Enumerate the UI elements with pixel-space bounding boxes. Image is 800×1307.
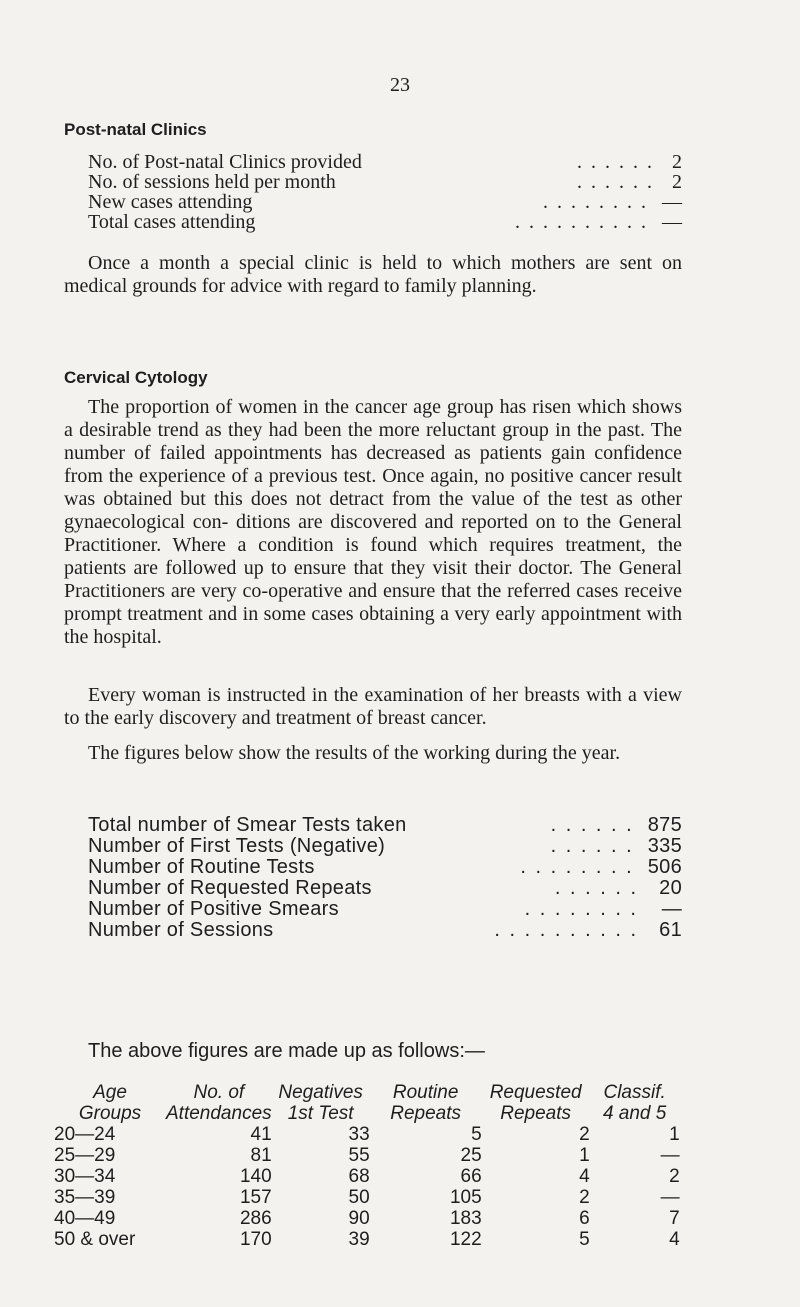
stat-label: No. of sessions held per month bbox=[88, 171, 336, 193]
table-cell: 30—34 bbox=[54, 1166, 116, 1187]
table-cell: — bbox=[660, 1187, 680, 1208]
leader-dots: . . . . . . . . bbox=[524, 899, 638, 920]
cervical-paragraph: Every woman is instructed in the examination of her breasts with a view to the early discovery and treatment of breast cancer. bbox=[64, 684, 682, 729]
smear-row bbox=[88, 836, 682, 857]
table-row bbox=[54, 1166, 680, 1187]
table-cell: 33 bbox=[348, 1124, 370, 1145]
stat-label: Total cases attending bbox=[88, 211, 256, 233]
table-cell: 90 bbox=[348, 1208, 370, 1229]
stat-label: No. of Post-natal Clinics provided bbox=[88, 151, 362, 173]
table-cell: 50 bbox=[348, 1187, 370, 1208]
smear-row bbox=[88, 815, 682, 836]
leader-dots: . . . . . . bbox=[550, 815, 634, 836]
smear-row bbox=[88, 857, 682, 878]
column-header: Requested Repeats bbox=[489, 1082, 582, 1124]
table-cell: 39 bbox=[348, 1229, 370, 1250]
page-number: 23 bbox=[390, 74, 410, 96]
table-cell: 7 bbox=[669, 1208, 680, 1229]
table-cell: 4 bbox=[669, 1229, 680, 1250]
stat-label: New cases attending bbox=[88, 191, 253, 213]
stat-value: — bbox=[662, 191, 682, 213]
smear-row bbox=[88, 878, 682, 899]
table-cell: 286 bbox=[239, 1208, 272, 1229]
cervical-paragraph: The proportion of women in the cancer age group has risen which shows a desirable trend as they had been the more reluctant group in the past. The number of failed appointments has decreased as patients gain confidence from the experience of a previous test. Once again, no positive cancer result was obtained but this does not detract from the value of the test as other gynaecological con- ditions are discovered and reported on to the General Practitioner. Where a condition is found which requires treatment, the patients are followed up to ensure that they visit their doctor. The General Practitioners are very co-operative and ensure that the referred cases receive prompt treatment and in some cases obtaining a very early appointment with the hospital. bbox=[64, 396, 682, 648]
stat-value: 2 bbox=[672, 171, 682, 193]
postnatal-stats bbox=[88, 152, 682, 232]
table-row bbox=[54, 1124, 680, 1145]
table-cell: 183 bbox=[449, 1208, 482, 1229]
table-cell: 105 bbox=[449, 1187, 482, 1208]
postnatal-heading: Post-natal Clinics bbox=[64, 120, 207, 139]
table-row bbox=[54, 1145, 680, 1166]
table-cell: 2 bbox=[579, 1187, 590, 1208]
column-header: Age Groups bbox=[78, 1082, 142, 1124]
table-cell: 1 bbox=[579, 1145, 590, 1166]
stat-value: — bbox=[661, 898, 682, 920]
table-cell: 170 bbox=[239, 1229, 272, 1250]
stat-value: 335 bbox=[647, 835, 682, 857]
table-cell: 50 & over bbox=[54, 1229, 136, 1250]
stat-label: Number of Requested Repeats bbox=[88, 877, 372, 899]
stat-value: 506 bbox=[647, 856, 682, 878]
stat-value: 2 bbox=[672, 151, 682, 173]
table-cell: 4 bbox=[579, 1166, 590, 1187]
age-breakdown-table bbox=[54, 1082, 680, 1250]
table-cell: 157 bbox=[239, 1187, 272, 1208]
stat-label: Number of Sessions bbox=[88, 919, 274, 941]
column-header: No. of Attendances bbox=[166, 1082, 272, 1124]
table-cell: 41 bbox=[250, 1124, 272, 1145]
stat-label: Total number of Smear Tests taken bbox=[88, 814, 407, 836]
stat-value: 20 bbox=[659, 877, 682, 899]
postnatal-note: Once a month a special clinic is held to which mothers are sent on medical grounds for advice with regard to family planning. bbox=[64, 252, 682, 297]
postnatal-row bbox=[88, 212, 682, 232]
table-cell: 2 bbox=[579, 1124, 590, 1145]
table-row bbox=[54, 1229, 680, 1250]
table-cell: 55 bbox=[348, 1145, 370, 1166]
leader-dots: . . . . . . bbox=[577, 152, 654, 172]
table-cell: 5 bbox=[471, 1124, 482, 1145]
stat-label: Number of First Tests (Negative) bbox=[88, 835, 386, 857]
table-header-row bbox=[54, 1082, 680, 1124]
stat-label: Number of Routine Tests bbox=[88, 856, 315, 878]
table-cell: 40—49 bbox=[54, 1208, 116, 1229]
table-cell: 20—24 bbox=[54, 1124, 116, 1145]
leader-dots: . . . . . . . . bbox=[543, 192, 648, 212]
stat-value: — bbox=[662, 211, 682, 233]
table-row bbox=[54, 1208, 680, 1229]
table-cell: 122 bbox=[449, 1229, 482, 1250]
smear-row bbox=[88, 899, 682, 920]
table-cell: 6 bbox=[579, 1208, 590, 1229]
column-header: Routine Repeats bbox=[390, 1082, 462, 1124]
table-cell: 25 bbox=[460, 1145, 482, 1166]
table-cell: 1 bbox=[669, 1124, 680, 1145]
smear-stats bbox=[88, 815, 682, 941]
leader-dots: . . . . . . bbox=[554, 878, 638, 899]
postnatal-row bbox=[88, 172, 682, 192]
smear-row bbox=[88, 920, 682, 941]
table-row bbox=[54, 1187, 680, 1208]
column-header: Negatives 1st Test bbox=[278, 1082, 363, 1124]
leader-dots: . . . . . . . . bbox=[520, 857, 634, 878]
table-cell: 81 bbox=[250, 1145, 272, 1166]
stat-value: 875 bbox=[647, 814, 682, 836]
leader-dots: . . . . . . . . . . bbox=[494, 920, 638, 941]
table-cell: 2 bbox=[669, 1166, 680, 1187]
table-cell: 35—39 bbox=[54, 1187, 116, 1208]
postnatal-row bbox=[88, 152, 682, 172]
breakdown-intro: The above figures are made up as follows:— bbox=[88, 1040, 485, 1062]
stat-label: Number of Positive Smears bbox=[88, 898, 339, 920]
leader-dots: . . . . . . bbox=[577, 172, 654, 192]
postnatal-row bbox=[88, 192, 682, 212]
table-cell: — bbox=[660, 1145, 680, 1166]
cervical-heading: Cervical Cytology bbox=[64, 368, 208, 387]
table-cell: 68 bbox=[348, 1166, 370, 1187]
table-cell: 66 bbox=[460, 1166, 482, 1187]
cervical-paragraph: The figures below show the results of the working during the year. bbox=[88, 742, 621, 764]
column-header: Classif. 4 and 5 bbox=[602, 1082, 667, 1124]
leader-dots: . . . . . . . . . . bbox=[515, 212, 648, 232]
leader-dots: . . . . . . bbox=[550, 836, 634, 857]
table-cell: 5 bbox=[579, 1229, 590, 1250]
table-cell: 25—29 bbox=[54, 1145, 116, 1166]
table-cell: 140 bbox=[239, 1166, 272, 1187]
stat-value: 61 bbox=[659, 919, 682, 941]
